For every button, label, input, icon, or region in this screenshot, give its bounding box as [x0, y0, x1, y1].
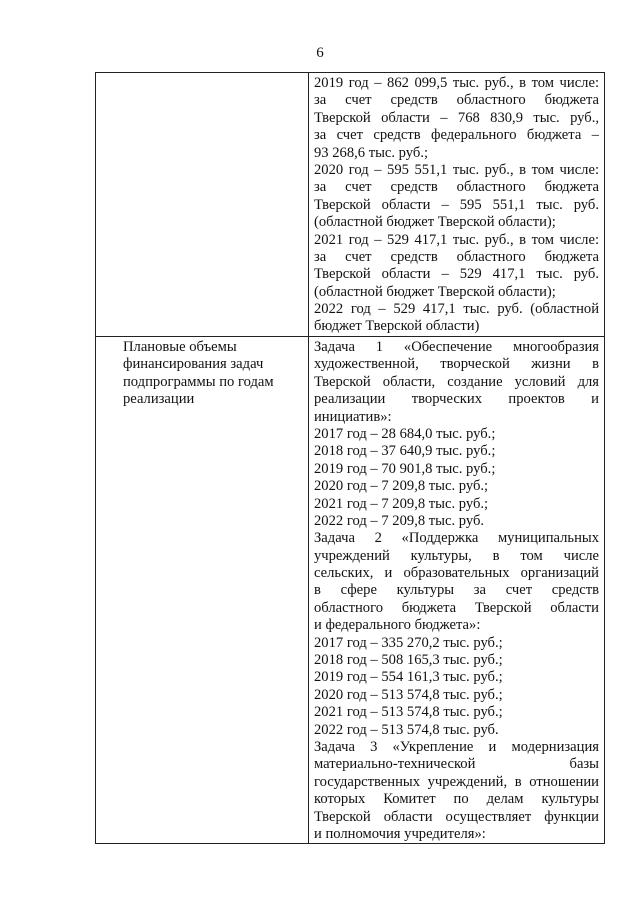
text-line: за счет средств областного бюджета	[314, 92, 599, 109]
financing-table	[95, 72, 605, 844]
text-line: и полномочия учредителя»:	[314, 825, 486, 842]
text-line: учреждений культуры, в том числе	[314, 547, 599, 564]
text-line: 2019 год – 862 099,5 тыс. руб., в том числе:	[314, 75, 599, 91]
row-label-line: финансирования задач	[123, 356, 264, 373]
text-line: Тверской области осуществляет функции	[314, 808, 599, 825]
text-line: Задача 1 «Обеспечение многообразия	[314, 339, 599, 355]
row-label-line: реализации	[123, 391, 195, 408]
text-line: за счет средств областного бюджета	[314, 248, 599, 265]
row2-label-cell	[96, 337, 309, 844]
text-line: Задача 3 «Укрепление и модернизация	[314, 738, 599, 755]
text-line: за счет средств федерального бюджета –	[314, 127, 599, 144]
text-line: 93 268,6 тыс. руб.;	[314, 144, 429, 161]
row2-values-cell	[309, 337, 605, 844]
page-number: 6	[316, 45, 324, 61]
text-line: 2020 год – 7 209,8 тыс. руб.;	[314, 478, 489, 495]
text-line: 2021 год – 529 417,1 тыс. руб., в том числе:	[314, 231, 599, 248]
table-row	[96, 337, 605, 844]
row1-values-cell	[309, 73, 605, 337]
row-label-line: подпрограммы по годам	[123, 373, 274, 390]
text-line: художественной, творческой жизни в	[314, 356, 599, 373]
text-line: 2022 год – 529 417,1 тыс. руб. (областной	[314, 301, 599, 318]
text-line: 2019 год – 554 161,3 тыс. руб.;	[314, 669, 503, 686]
text-line: областного бюджета Тверской области	[314, 599, 599, 616]
text-line: 2021 год – 7 209,8 тыс. руб.;	[314, 495, 489, 512]
text-line: бюджет Тверской области)	[314, 318, 480, 335]
text-line: (областной бюджет Тверской области);	[314, 214, 556, 231]
text-line: 2020 год – 513 574,8 тыс. руб.;	[314, 686, 503, 703]
text-line: (областной бюджет Тверской области);	[314, 283, 556, 300]
text-line: Тверской области – 595 551,1 тыс. руб.	[314, 196, 599, 213]
table-row	[96, 73, 605, 337]
text-line: государственных учреждений, в отношении	[314, 773, 599, 790]
text-line: Задача 2 «Поддержка муниципальных	[314, 530, 599, 547]
text-line: 2017 год – 28 684,0 тыс. руб.;	[314, 425, 496, 442]
text-line: 2022 год – 513 574,8 тыс. руб.	[314, 721, 499, 738]
text-line: сельских, и образовательных организаций	[314, 565, 599, 582]
text-line: материально-технической базы	[314, 756, 599, 773]
text-line: 2017 год – 335 270,2 тыс. руб.;	[314, 634, 503, 651]
text-line: инициатив»:	[314, 408, 392, 425]
text-line: Тверской области – 768 830,9 тыс. руб.,	[314, 109, 599, 126]
text-line: 2018 год – 508 165,3 тыс. руб.;	[314, 652, 503, 669]
text-line: 2019 год – 70 901,8 тыс. руб.;	[314, 460, 496, 477]
text-line: за счет средств областного бюджета	[314, 179, 599, 196]
text-line: 2020 год – 595 551,1 тыс. руб., в том числе:	[314, 161, 599, 178]
row1-label-cell	[96, 73, 309, 337]
text-line: реализации творческих проектов и	[314, 391, 599, 408]
text-line: и федерального бюджета»:	[314, 617, 481, 634]
text-line: 2021 год – 513 574,8 тыс. руб.;	[314, 704, 503, 721]
text-line: Тверской области, создание условий для	[314, 373, 599, 390]
row-label-line: Плановые объемы	[123, 339, 237, 355]
text-line: Тверской области – 529 417,1 тыс. руб.	[314, 266, 599, 283]
text-line: 2018 год – 37 640,9 тыс. руб.;	[314, 443, 496, 460]
text-line: которых Комитет по делам культуры	[314, 791, 599, 808]
text-line: в сфере культуры за счет средств	[314, 582, 599, 599]
text-line: 2022 год – 7 209,8 тыс. руб.	[314, 512, 485, 529]
